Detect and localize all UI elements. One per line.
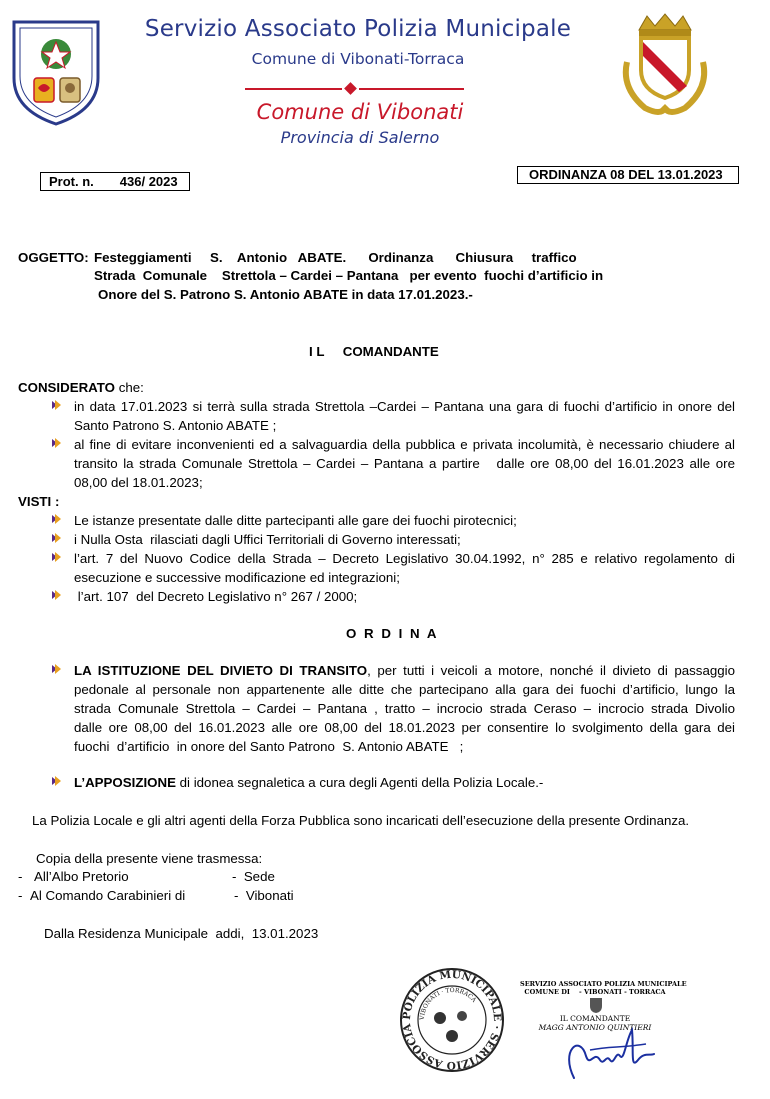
bullet-icon [50, 513, 62, 525]
il-comandante-heading: I L COMANDANTE [309, 344, 439, 359]
recipient-1-dash: - [18, 869, 23, 884]
municipal-crest-logo [617, 12, 713, 120]
stamp-line-2: COMUNE DI - VIBONATI - TORRACA [524, 988, 666, 996]
divieto-rest: , per tutti i veicoli a motore, nonché il divieto di passaggio [367, 663, 735, 678]
bullet-icon [50, 532, 62, 544]
considerato-item-2-line-1: al fine di evitare inconvenienti ed a salvaguardia della pubblica e privata incolumità, è necessario chiudere al [74, 437, 735, 452]
divieto-line-3: strada Comunale Strettola – Cardei – Pantana , tratto – incrocio strada Ceraso – incrocio strada Divolio [74, 701, 735, 716]
provincia-name: Provincia di Salerno [280, 128, 440, 147]
dalla-residenza: Dalla Residenza Municipale addi, 13.01.2023 [44, 926, 319, 941]
ordina-heading: O R D I N A [346, 626, 439, 641]
header-divider-diamond [344, 82, 357, 95]
circular-stamp [398, 966, 506, 1074]
apposizione-line [74, 775, 543, 790]
oggetto-line-3: Onore del S. Patrono S. Antonio ABATE in data 17.01.2023.- [98, 287, 473, 302]
copia-paragraph: Copia della presente viene trasmessa: [36, 851, 263, 866]
oggetto-label: OGGETTO: [18, 250, 89, 265]
recipient-2-where: - Vibonati [234, 888, 294, 903]
comandante-stamp [520, 974, 687, 1084]
stamp-ring-text: POLIZIA MUNICIPALE · SERVIZIO ASSOCIA [400, 968, 504, 1072]
header-divider-right [359, 88, 464, 90]
visti-item-2: i Nulla Osta rilasciati dagli Uffici Territoriali di Governo interessati; [74, 532, 461, 547]
bullet-icon [50, 551, 62, 563]
recipient-2-dash: - [18, 888, 23, 903]
incaricati-paragraph: La Polizia Locale e gli altri agenti della Forza Pubblica sono incaricati dell’esecuzione della presente Ordinanza. [32, 813, 690, 828]
svg-text:VIBONATI · TORRACA [419, 987, 478, 1021]
considerato-suffix: che: [115, 380, 144, 395]
divieto-line-5: fuochi d’artificio in onore del Santo Patrono S. Antonio ABATE ; [74, 739, 464, 754]
visti-item-1: Le istanze presentate dalle ditte partecipanti alle gare dei fuochi pirotecnici; [74, 513, 517, 528]
protocol-number-box [40, 172, 190, 191]
recipient-1-where: - Sede [232, 869, 275, 884]
ordinanza-reference-box: ORDINANZA 08 DEL 13.01.2023 [517, 166, 739, 184]
visti-item-3-line-1: l’art. 7 del Nuovo Codice della Strada – Decreto Legislativo 30.04.1992, n° 285 e relativo regolamento di [74, 551, 735, 566]
divieto-bold: LA ISTITUZIONE DEL DIVIETO DI TRANSITO [74, 663, 368, 678]
header-subtitle: Comune di Vibonati-Torraca [251, 50, 465, 68]
protocol-number: 436/ 2023 [119, 174, 178, 189]
header-divider-left [245, 88, 342, 90]
visti-item-4: l’art. 107 del Decreto Legislativo n° 267 / 2000; [74, 589, 358, 604]
apposizione-rest: di idonea segnaletica a cura degli Agenti della Polizia Locale.- [175, 775, 544, 790]
visti-item-3-line-2: esecuzione e successive modificazione ed integrazioni; [74, 570, 400, 585]
divieto-line-1 [74, 663, 735, 678]
recipient-1-name: All’Albo Pretorio [34, 869, 129, 884]
considerato-heading [18, 380, 144, 395]
svg-text:POLIZIA MUNICIPALE · SERVIZIO [398, 966, 503, 1071]
bullet-icon [50, 663, 62, 675]
bullet-icon [50, 399, 62, 411]
handwritten-signature [550, 1020, 660, 1084]
comune-name: Comune di Vibonati [256, 100, 464, 124]
apposizione-bold: L’APPOSIZIONE [74, 775, 176, 790]
stamp-line-1: SERVIZIO ASSOCIATO POLIZIA MUNICIPALE [520, 980, 687, 988]
oggetto-line-2: Strada Comunale Strettola – Cardei – Pantana per evento fuochi d’artificio in [94, 268, 604, 283]
police-badge-logo [10, 18, 102, 126]
protocol-label: Prot. n. [49, 174, 94, 189]
divieto-line-2: pedonale al personale non appartenente alle ditte che partecipano alla gara dei fuochi d’artificio, lungo la [74, 682, 735, 697]
header-title: Servizio Associato Polizia Municipale [144, 16, 572, 42]
considerato-item-1-line-2: Santo Patrono S. Antonio ABATE ; [74, 418, 277, 433]
bullet-icon [50, 775, 62, 787]
stamp-line-4: MAGG ANTONIO QUINTIERI [538, 1023, 652, 1032]
considerato-item-2-line-2: transito la strada Comunale Strettola – Cardei – Pantana a partire dalle ore 08,00 del 16.01.2023 alle ore [74, 456, 735, 471]
bullet-icon [50, 589, 62, 601]
divieto-line-4: dalle ore 08,00 del 16.01.2023 alle ore 08,00 del 18.01.2023 per consentire lo svolgimento della gara dei [74, 720, 735, 735]
considerato-item-1-line-1: in data 17.01.2023 si terrà sulla strada Strettola –Cardei – Pantana una gara di fuochi d’artificio in onore del [74, 399, 735, 414]
recipient-2-name: Al Comando Carabinieri di [30, 888, 186, 903]
stamp-inner-text: VIBONATI · TORRACA [418, 986, 478, 1021]
oggetto-line-1: Festeggiamenti S. Antonio ABATE. Ordinanza Chiusura traffico [94, 250, 577, 265]
considerato-label: CONSIDERATO [18, 380, 116, 395]
visti-label: VISTI : [18, 494, 60, 509]
bullet-icon [50, 437, 62, 449]
stamp-emblem [588, 996, 604, 1014]
considerato-item-2-line-3: 08,00 del 18.01.2023; [74, 475, 203, 490]
stamp-line-3: IL COMANDANTE [559, 1014, 631, 1023]
